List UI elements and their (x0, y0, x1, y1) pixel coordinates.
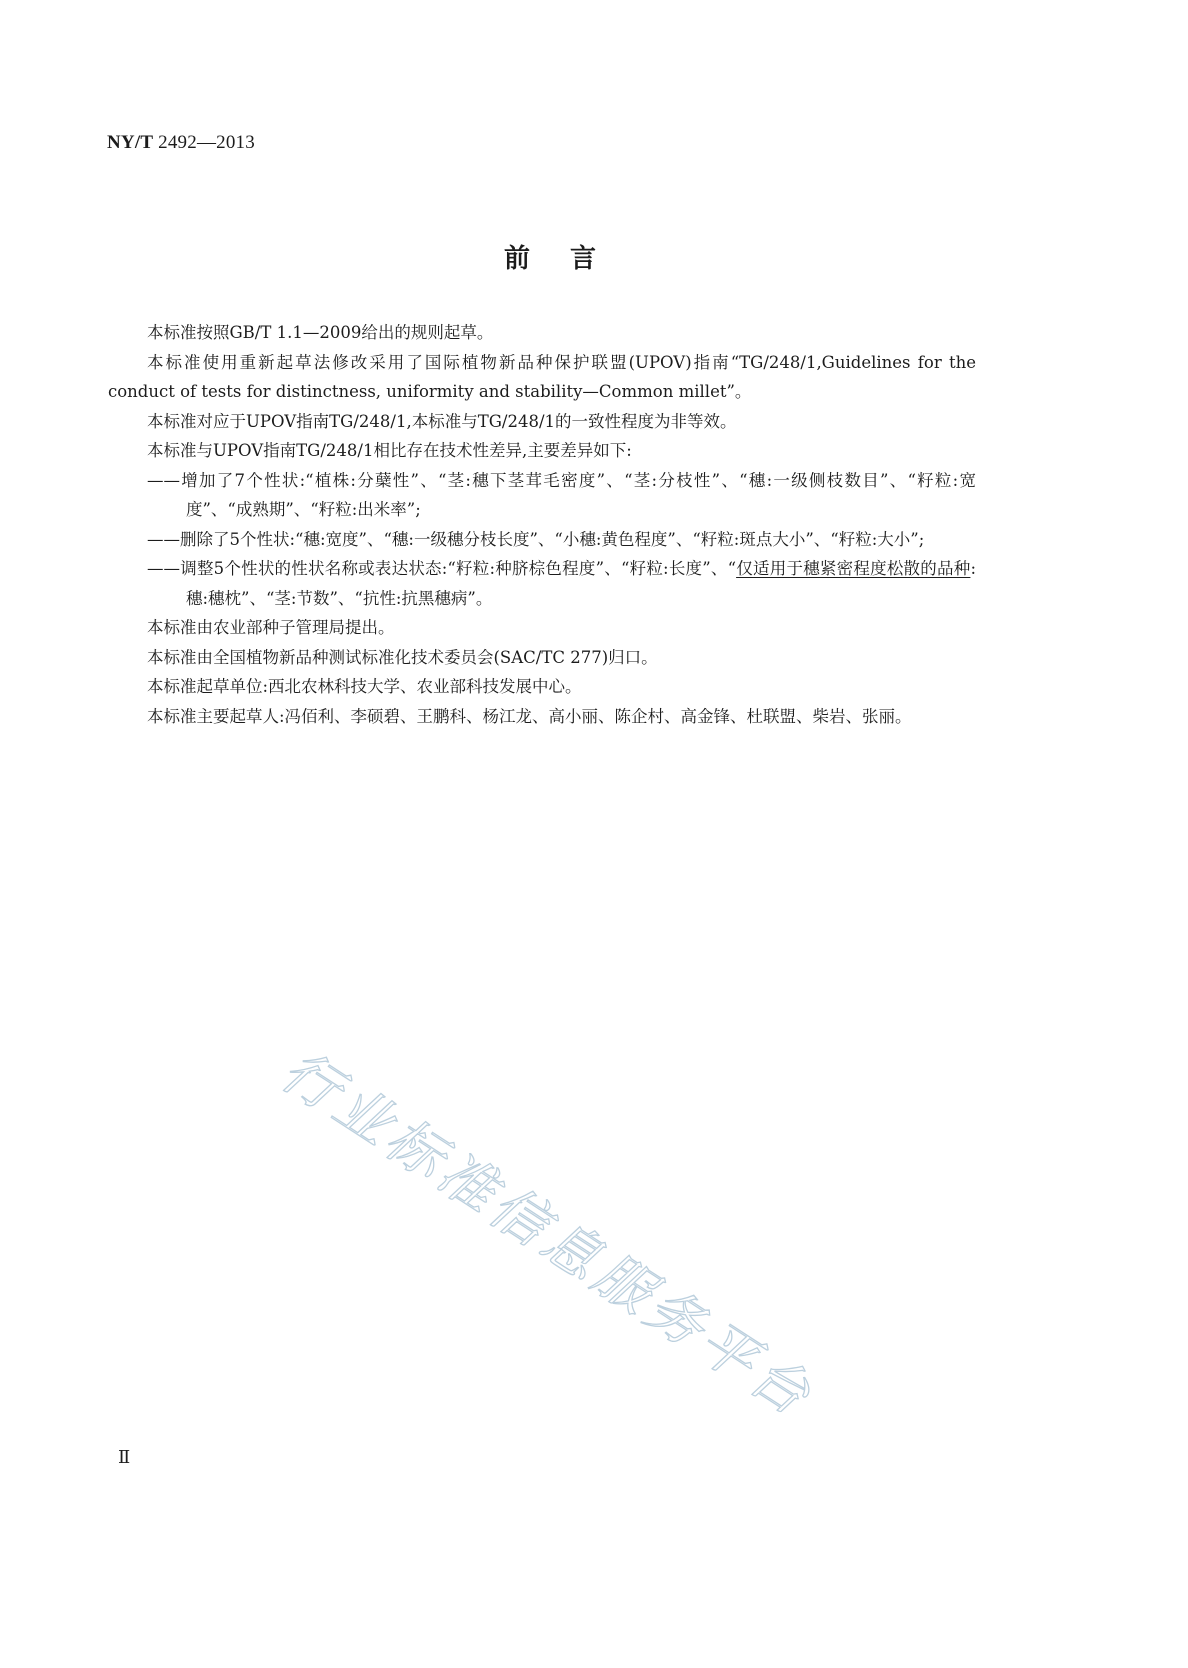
paragraph-differences-intro: 本标准与UPOV指南TG/248/1相比存在技术性差异,主要差异如下: (147, 441, 632, 460)
paragraph-committee: 本标准由全国植物新品种测试标准化技术委员会(SAC/TC 277)归口。 (147, 647, 658, 667)
watermark: 行业标准信息服务平台 (269, 1038, 826, 1431)
difference-item-adjusted-text-a: ——调整5个性状的性状名称或表达状态:“籽粒:种脐棕色程度”、“籽粒:长度”、“ (147, 559, 737, 578)
paragraph-drafters: 本标准主要起草人:冯佰利、李硕碧、王鹏科、杨江龙、高小丽、陈企村、高金锋、杜联盟、柴岩、张丽。 (147, 706, 912, 726)
paragraph-proposer: 本标准由农业部种子管理局提出。 (147, 618, 395, 637)
paragraph-drafting-units: 本标准起草单位:西北农林科技大学、农业部科技发展中心。 (147, 677, 582, 696)
standard-code (107, 132, 255, 154)
page-title: 前言 (503, 244, 636, 274)
standard-code-prefix: NY/T (107, 132, 154, 153)
difference-item-adjusted (108, 554, 976, 613)
paragraph-drafting-rules: 本标准按照GB/T 1.1—2009给出的规则起草。 (147, 323, 494, 342)
difference-item-added: ——增加了7个性状:“植株:分蘖性”、“茎:穗下茎茸毛密度”、“茎:分枝性”、“穗:一级侧枝数目”、“籽粒:宽度”、“成熟期”、“籽粒:出米率”; (147, 470, 976, 519)
page-number: Ⅱ (118, 1447, 131, 1467)
paragraph-equivalence: 本标准对应于UPOV指南TG/248/1,本标准与TG/248/1的一致性程度为非等效。 (147, 411, 737, 431)
difference-item-adjusted-text-b: :穗:穗枕”、“茎:节数”、“抗性:抗黑穗病”。 (186, 559, 976, 608)
difference-item-deleted: ——删除了5个性状:“穗:宽度”、“穗:一级穗分枝长度”、“小穗:黄色程度”、“籽粒:斑点大小”、“籽粒:大小”; (147, 529, 925, 549)
paragraph-upov-adoption: 本标准使用重新起草法修改采用了国际植物新品种保护联盟(UPOV)指南“TG/248/1,Guidelines for the conduct of tests for distinctness, uniformity and stability—Common millet”。 (108, 352, 976, 401)
difference-item-adjusted-underlined: 仅适用于穗紧密程度松散的品种 (736, 559, 971, 578)
standard-code-number: 2492—2013 (158, 132, 255, 153)
document-body (108, 318, 976, 731)
